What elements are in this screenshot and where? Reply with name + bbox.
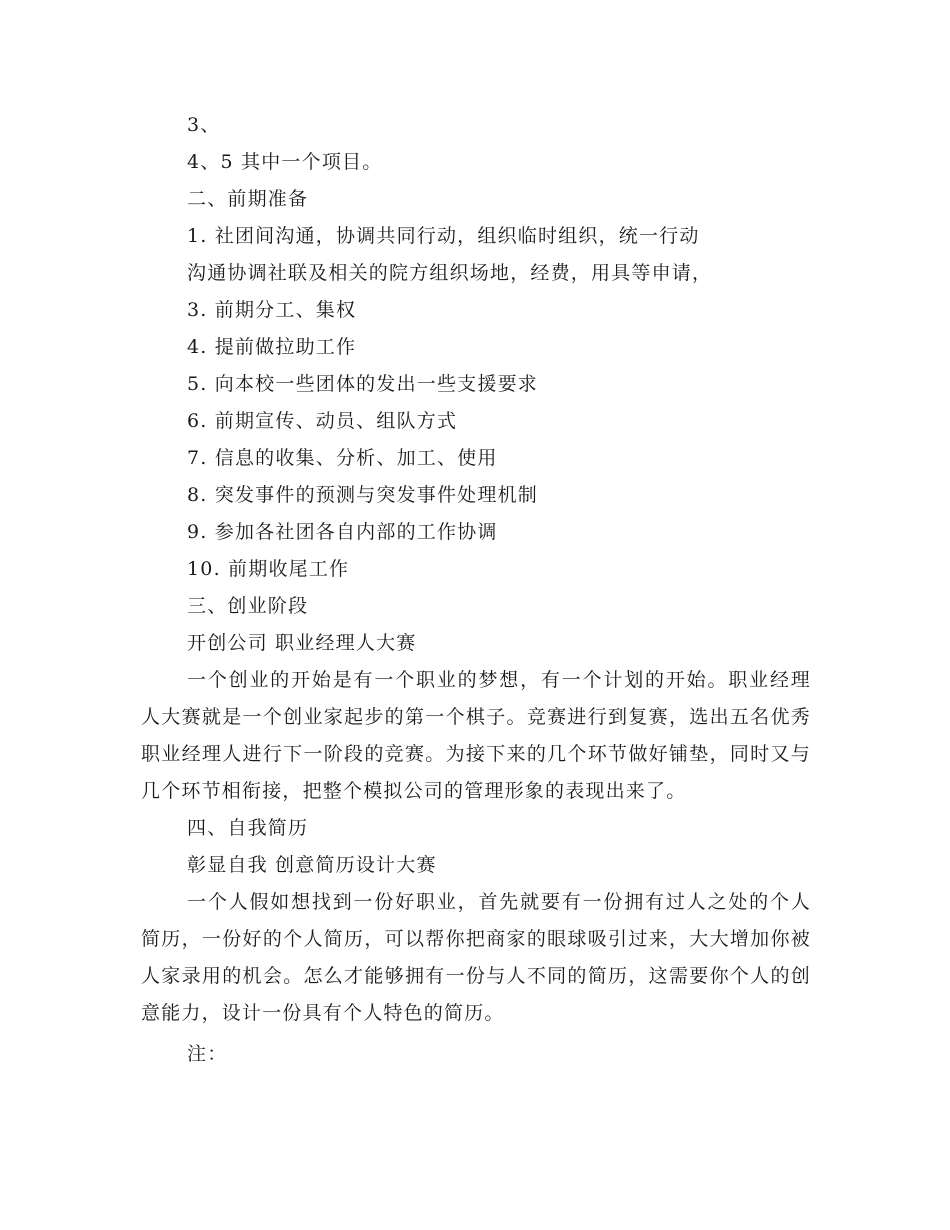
- prep-item-1: 1. 社团间沟通，协调共同行动，组织临时组织，统一行动: [187, 225, 700, 247]
- prep-item-4: 4. 提前做拉助工作: [187, 336, 357, 358]
- prep-item-5: 5. 向本校一些团体的发出一些支援要求: [187, 373, 538, 395]
- section-heading-preparation: 二、前期准备: [187, 188, 309, 210]
- prep-item-9: 9. 参加各社团各自内部的工作协调: [187, 521, 498, 543]
- subheading-manager-contest: 开创公司 职业经理人大赛: [187, 632, 417, 654]
- section-heading-resume: 四、自我简历: [187, 817, 309, 839]
- subheading-resume-contest: 彰显自我 创意简历设计大赛: [187, 854, 437, 876]
- list-item-3: 3、: [187, 114, 221, 136]
- prep-item-2: 沟通协调社联及相关的院方组织场地，经费，用具等申请，: [187, 262, 713, 284]
- note-label: 注：: [187, 1043, 228, 1065]
- paragraph-startup: 一个创业的开始是有一个职业的梦想，有一个计划的开始。职业经理人大赛就是一个创业家起步的第一个棋子。竞赛进行到复赛，选出五名优秀职业经理人进行下一阶段的竞赛。为接下来的几个环节做好铺垫，同时又与几个环节相衔接，把整个模拟公司的管理形象的表现出来了。: [141, 669, 811, 802]
- prep-item-10: 10. 前期收尾工作: [187, 558, 350, 580]
- list-item-4-5: 4、5 其中一个项目。: [187, 151, 383, 173]
- prep-item-6: 6. 前期宣传、动员、组队方式: [187, 410, 458, 432]
- prep-item-7: 7. 信息的收集、分析、加工、使用: [187, 447, 498, 469]
- paragraph-resume: 一个人假如想找到一份好职业，首先就要有一份拥有过人之处的个人简历，一份好的个人简历，可以帮你把商家的眼球吸引过来，大大增加你被人家录用的机会。怎么才能够拥有一份与人不同的简历，这需要你个人的创意能力，设计一份具有个人特色的简历。: [141, 891, 811, 1024]
- document-body: [141, 107, 811, 1073]
- prep-item-8: 8. 突发事件的预测与突发事件处理机制: [187, 484, 538, 506]
- section-heading-startup: 三、创业阶段: [187, 595, 309, 617]
- prep-item-3: 3. 前期分工、集权: [187, 299, 357, 321]
